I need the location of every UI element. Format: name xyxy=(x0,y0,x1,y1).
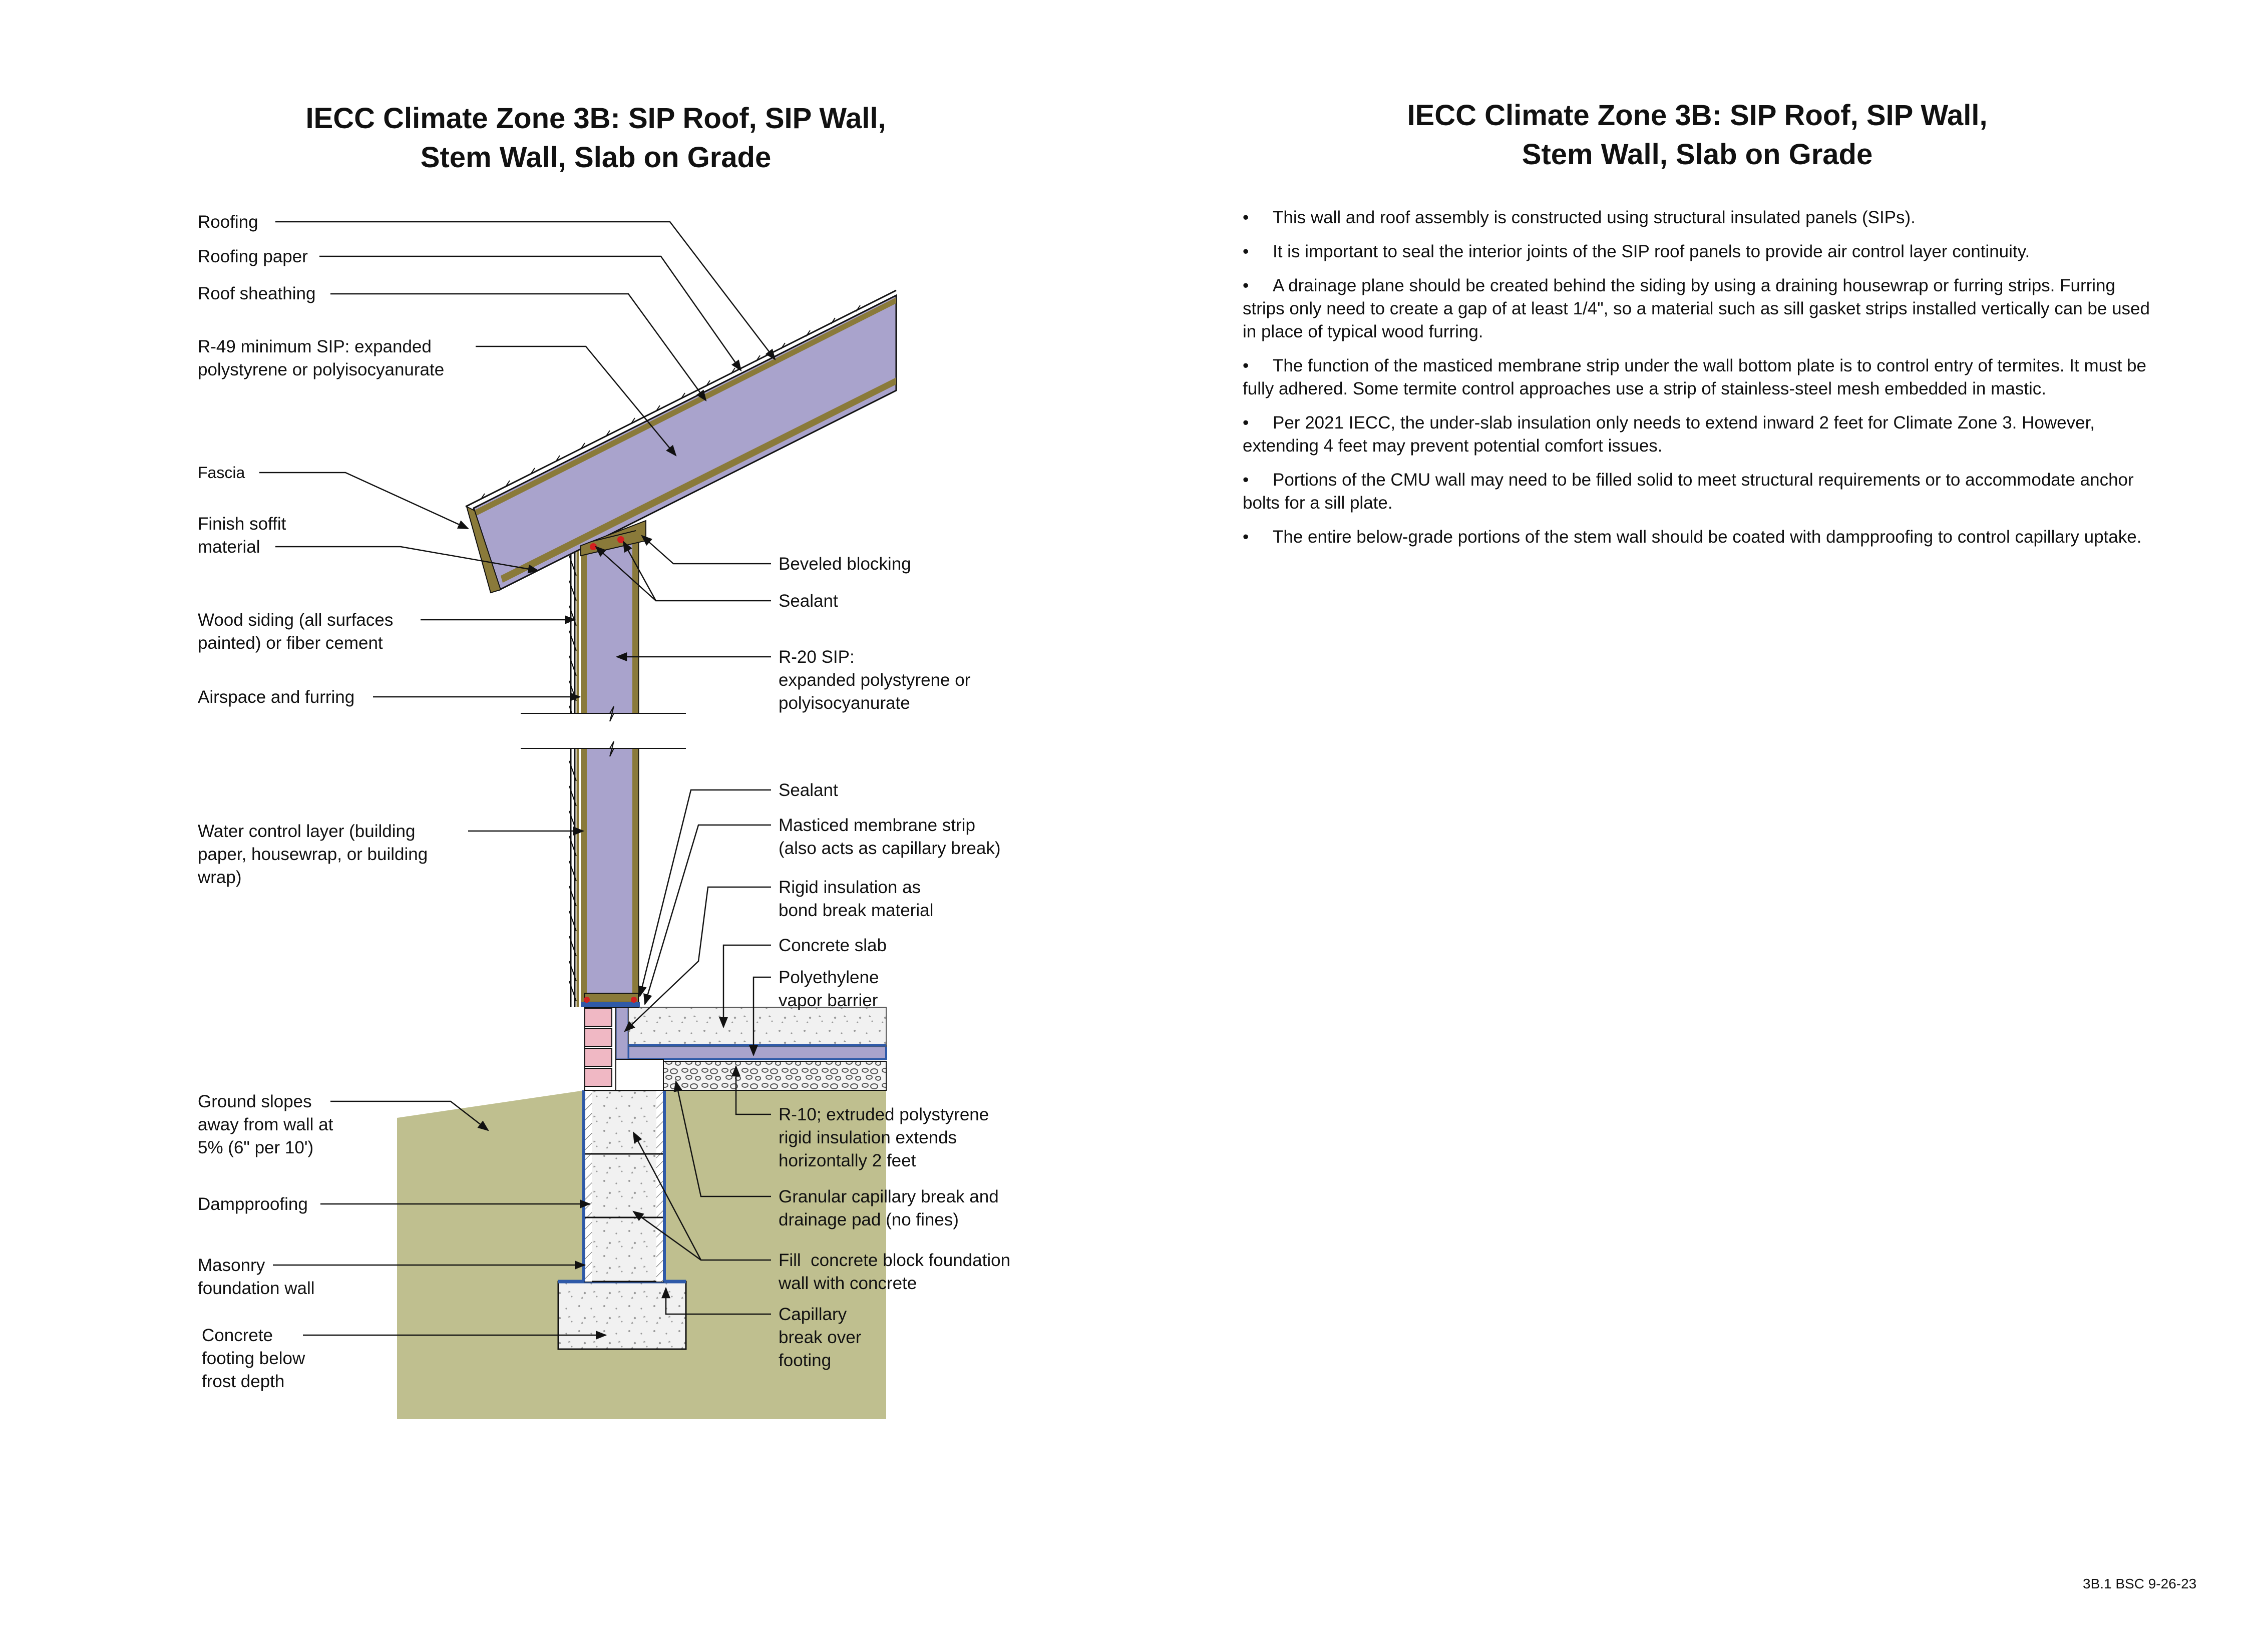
leader-beveled-blocking xyxy=(642,536,771,564)
label-r10-1: R-10; extruded polystyrene xyxy=(779,1105,989,1124)
label-siding-2: painted) or fiber cement xyxy=(198,633,383,653)
label-capillary-footing-2: break over xyxy=(779,1328,862,1347)
label-roof-sip-2: polystyrene or polyisocyanurate xyxy=(198,360,445,379)
bullet-icon: • xyxy=(1243,276,1249,295)
note-text: Per 2021 IECC, the under-slab insulation only needs to extend inward 2 feet for Climate Zone 3. However, extending 4 feet may prevent potential comfort issues. xyxy=(1243,413,2095,456)
leader-sealant-bottom xyxy=(640,790,771,996)
r10-rigid-insulation-horizontal xyxy=(628,1046,886,1059)
note-text: Portions of the CMU wall may need to be filled solid to meet structural requirements or to accommodate anchor bolts for a sill plate. xyxy=(1243,470,2134,513)
note-text: The entire below-grade portions of the stem wall should be coated with dampproofing to control capillary uptake. xyxy=(1273,527,2142,547)
label-roof-sip-1: R-49 minimum SIP: expanded xyxy=(198,337,432,356)
diagram-title-line-2: Stem Wall, Slab on Grade xyxy=(420,141,772,174)
label-r10-2: rigid insulation extends xyxy=(779,1128,957,1147)
bullet-icon: • xyxy=(1243,527,1249,547)
bullet-icon: • xyxy=(1243,356,1249,375)
bullet-icon: • xyxy=(1243,470,1249,490)
note-text: This wall and roof assembly is constructed using structural insulated panels (SIPs). xyxy=(1273,208,1916,227)
note-item xyxy=(1243,411,2154,458)
label-siding-1: Wood siding (all surfaces xyxy=(198,610,394,630)
note-text: The function of the masticed membrane strip under the wall bottom plate is to control entry of termites. It must be fully adhered. Some termite control approaches use a strip of stainless-steel mesh embedded in mastic. xyxy=(1243,356,2146,398)
label-granular-break-1: Granular capillary break and xyxy=(779,1187,999,1206)
label-soffit-2: material xyxy=(198,537,260,557)
label-vapor-barrier-1: Polyethylene xyxy=(779,968,879,987)
notes-title-line-1: IECC Climate Zone 3B: SIP Roof, SIP Wall, xyxy=(1407,99,1988,132)
leader-fascia xyxy=(259,473,468,529)
label-water-control-1: Water control layer (building xyxy=(198,821,416,841)
concrete-footing xyxy=(558,1282,686,1349)
label-water-control-3: wrap) xyxy=(198,868,242,887)
roof-sip-panel xyxy=(466,290,896,593)
note-item xyxy=(1243,206,2154,229)
label-ground-slopes-1: Ground slopes xyxy=(198,1092,312,1111)
label-ground-slopes-2: away from wall at xyxy=(198,1115,333,1134)
label-vapor-barrier-2: vapor barrier xyxy=(779,991,878,1010)
label-fill-block-2: wall with concrete xyxy=(779,1274,917,1293)
label-membrane-strip-1: Masticed membrane strip xyxy=(779,815,975,835)
label-capillary-footing-1: Capillary xyxy=(779,1305,847,1324)
wall-sip-panel xyxy=(581,541,640,1007)
bullet-icon: • xyxy=(1243,208,1249,227)
bullet-icon: • xyxy=(1243,242,1249,261)
diagram-title-line-1: IECC Climate Zone 3B: SIP Roof, SIP Wall, xyxy=(305,102,886,135)
label-fill-block-1: Fill concrete block foundation xyxy=(779,1251,1011,1270)
label-rigid-bond-break-2: bond break material xyxy=(779,901,934,920)
note-item xyxy=(1243,526,2154,549)
note-item xyxy=(1243,240,2154,263)
concrete-slab xyxy=(628,1007,886,1046)
label-roofing-paper: Roofing paper xyxy=(198,247,308,266)
note-item xyxy=(1243,354,2154,400)
label-sealant-bottom: Sealant xyxy=(779,780,838,800)
label-sealant-top: Sealant xyxy=(779,591,838,611)
label-roofing: Roofing xyxy=(198,212,258,232)
label-membrane-strip-2: (also acts as capillary break) xyxy=(779,839,1001,858)
notes-list xyxy=(1243,206,2154,560)
label-ground-slopes-3: 5% (6" per 10') xyxy=(198,1138,314,1157)
label-concrete-slab: Concrete slab xyxy=(779,936,887,955)
note-item xyxy=(1243,274,2154,343)
leader-membrane-strip xyxy=(645,825,771,1004)
label-water-control-2: paper, housewrap, or building xyxy=(198,845,428,864)
label-roof-sheathing: Roof sheathing xyxy=(198,284,316,303)
bullet-icon: • xyxy=(1243,413,1249,433)
label-rigid-bond-break-1: Rigid insulation as xyxy=(779,878,921,897)
label-soffit-1: Finish soffit xyxy=(198,514,286,534)
label-r10-3: horizontally 2 feet xyxy=(779,1151,916,1170)
label-masonry-wall-2: foundation wall xyxy=(198,1279,315,1298)
note-text: A drainage plane should be created behind the siding by using a draining housewrap or furring strips. Furring strips only need to create a gap of at least 1/4", so a material such as sill gasket strips installed vertically can be used in place of typical wood furring. xyxy=(1243,276,2150,341)
label-fascia: Fascia xyxy=(198,464,245,482)
label-granular-break-2: drainage pad (no fines) xyxy=(779,1210,959,1229)
label-dampproofing: Dampproofing xyxy=(198,1194,308,1214)
granular-capillary-break xyxy=(663,1061,886,1090)
note-item xyxy=(1243,469,2154,515)
rigid-bond-break-insulation xyxy=(616,1007,628,1059)
label-footing-1: Concrete xyxy=(202,1326,273,1345)
label-wall-sip-3: polyisocyanurate xyxy=(779,693,910,713)
label-airspace: Airspace and furring xyxy=(198,687,355,707)
label-wall-sip-2: expanded polystyrene or xyxy=(779,670,971,690)
label-footing-2: footing below xyxy=(202,1349,305,1368)
label-capillary-footing-3: footing xyxy=(779,1351,832,1370)
note-text: It is important to seal the interior joints of the SIP roof panels to provide air control layer continuity. xyxy=(1273,242,2030,261)
notes-title-line-2: Stem Wall, Slab on Grade xyxy=(1522,138,1873,171)
masonry-foundation-wall xyxy=(584,1090,664,1282)
label-footing-3: frost depth xyxy=(202,1372,285,1391)
drawing-id: 3B.1 BSC 9-26-23 xyxy=(2083,1576,2197,1591)
label-wall-sip-1: R-20 SIP: xyxy=(779,647,855,667)
label-masonry-wall-1: Masonry xyxy=(198,1256,265,1275)
label-beveled-blocking: Beveled blocking xyxy=(779,554,911,574)
break-line xyxy=(521,706,686,756)
